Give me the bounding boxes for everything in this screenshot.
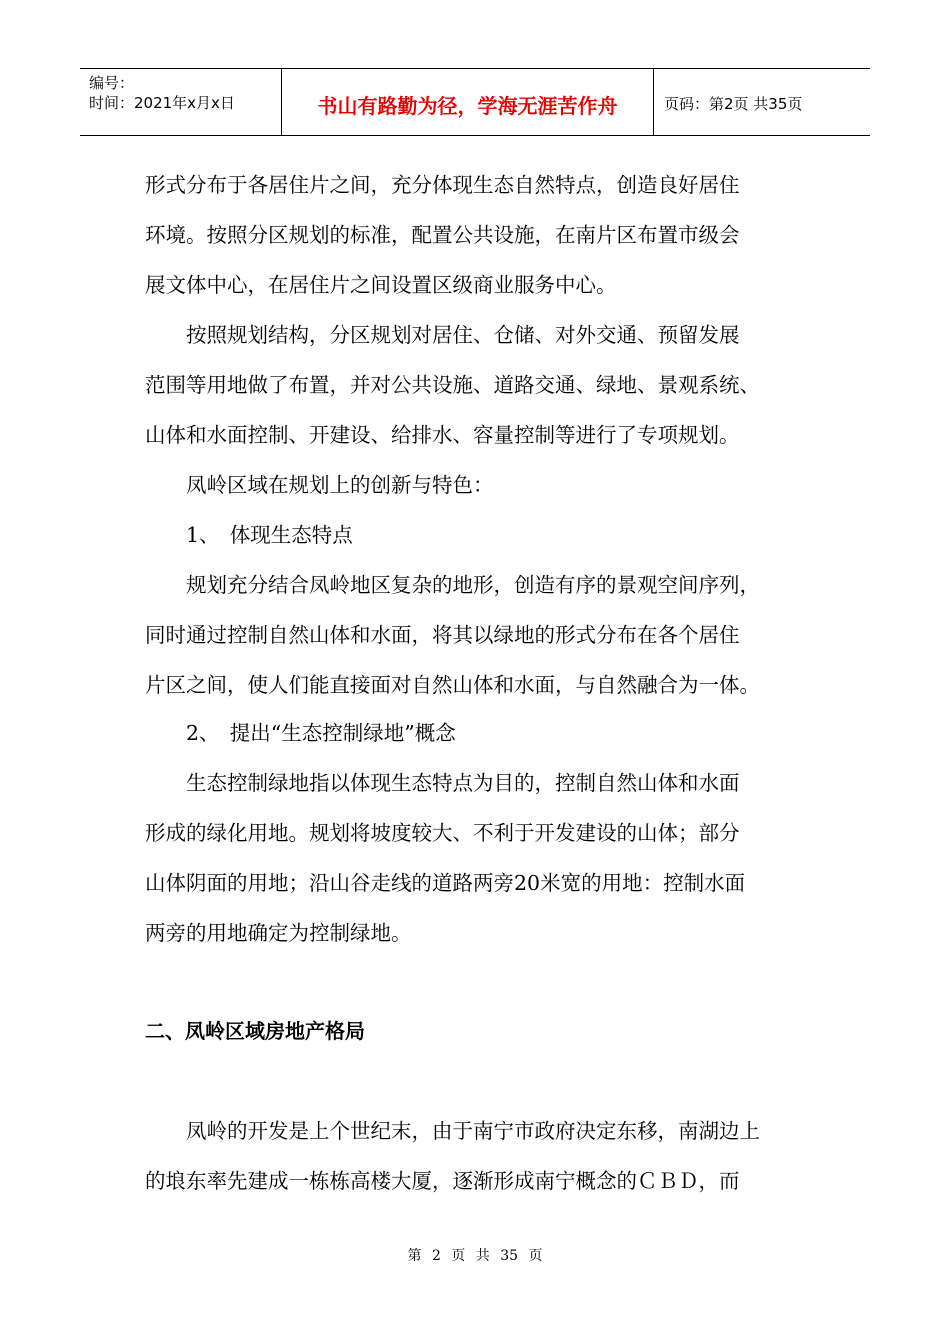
page-header: [80, 68, 870, 136]
list-item-heading: 1、 体现生态特点: [145, 523, 353, 547]
body-line: 同时通过控制自然山体和水面，将其以绿地的形式分布在各个居住: [145, 623, 740, 647]
time-label: 时间：2021年x月x日: [89, 94, 235, 112]
body-line: 范围等用地做了布置，并对公共设施、道路交通、绿地、景观系统、: [145, 373, 760, 397]
body-line: 按照规划结构，分区规划对居住、仓储、对外交通、预留发展: [145, 323, 740, 347]
page-footer: 第 2 页 共 35 页: [407, 1248, 543, 1264]
body-line: 山体阴面的用地；沿山谷走线的道路两旁20米宽的用地：控制水面: [145, 871, 746, 895]
body-line: 规划充分结合凤岭地区复杂的地形，创造有序的景观空间序列，: [145, 573, 760, 597]
body-line: 片区之间，使人们能直接面对自然山体和水面，与自然融合为一体。: [145, 673, 760, 697]
section-heading: 二、凤岭区域房地产格局: [145, 1019, 365, 1043]
body-line: 山体和水面控制、开建设、给排水、容量控制等进行了专项规划。: [145, 423, 740, 447]
header-meta: [80, 69, 282, 135]
body-line: 形成的绿化用地。规划将坡度较大、不利于开发建设的山体；部分: [145, 821, 740, 845]
header-motto: 书山有路勤为径，学海无涯苦作舟: [282, 69, 654, 135]
serial-label: 编号：: [89, 74, 135, 92]
list-item-heading: 2、 提出“生态控制绿地”概念: [145, 721, 456, 745]
body-line: 凤岭的开发是上个世纪末，由于南宁市政府决定东移，南湖边上: [145, 1119, 760, 1143]
body-line: 生态控制绿地指以体现生态特点为目的，控制自然山体和水面: [145, 771, 740, 795]
body-line: 形式分布于各居住片之间，充分体现生态自然特点，创造良好居住: [145, 173, 740, 197]
body-line: 环境。按照分区规划的标准，配置公共设施，在南片区布置市级会: [145, 223, 740, 247]
header-page-info: 页码：第2页 共35页: [664, 94, 803, 113]
body-line: 凤岭区域在规划上的创新与特色：: [145, 473, 494, 497]
body-line: 的埌东率先建成一栋栋高楼大厦，逐渐形成南宁概念的ＣＢＤ，而: [145, 1169, 740, 1193]
body-line: 展文体中心，在居住片之间设置区级商业服务中心。: [145, 273, 617, 297]
body-line: 两旁的用地确定为控制绿地。: [145, 921, 412, 945]
